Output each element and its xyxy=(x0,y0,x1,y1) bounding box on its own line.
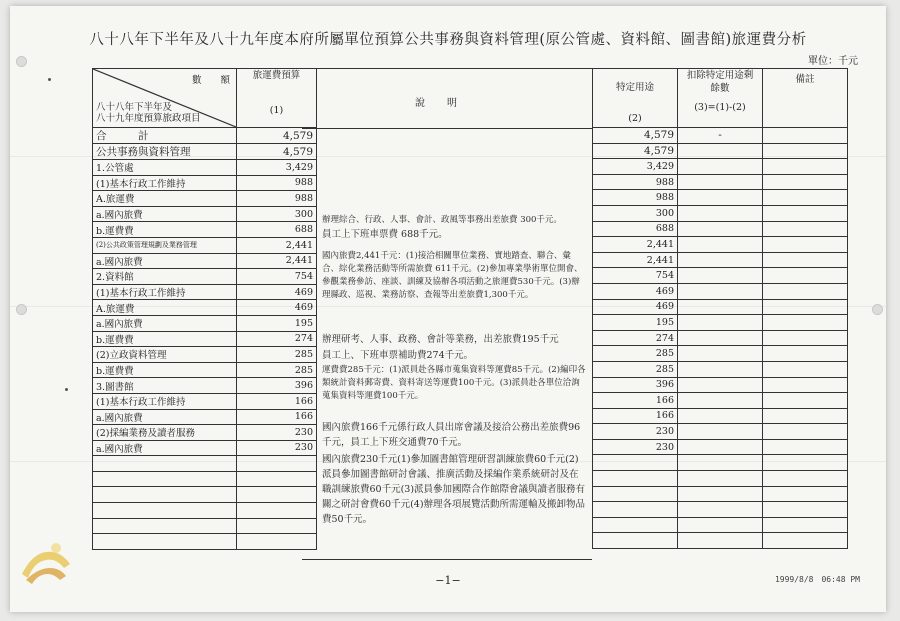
table-row xyxy=(593,190,848,206)
item-cell: b.運費費 xyxy=(93,362,237,378)
table-row xyxy=(93,378,317,394)
table-row xyxy=(93,300,317,316)
remain-cell xyxy=(678,439,763,455)
table-row xyxy=(593,346,848,362)
special-index: (2) xyxy=(628,113,642,124)
print-datetime: 1999/8/8 06:48 PM xyxy=(774,575,860,584)
remain-cell xyxy=(678,174,763,190)
special-cell: 4,579 xyxy=(593,143,678,159)
remark-cell xyxy=(763,471,848,487)
document-page xyxy=(10,6,886,612)
table-row xyxy=(93,222,317,238)
budget-cell: 300 xyxy=(237,206,317,222)
deduct-label-line-2: 餘數 xyxy=(710,83,730,94)
remark-cell xyxy=(763,455,848,471)
remark-cell xyxy=(763,315,848,331)
table-row xyxy=(93,409,317,425)
remark-label: 備註 xyxy=(795,74,815,85)
special-cell: 285 xyxy=(593,361,678,377)
item-cell: (1)基本行政工作維持 xyxy=(93,175,237,191)
special-cell: 754 xyxy=(593,268,678,284)
description-text-2: 員工上下班車票費 688千元。 xyxy=(322,229,448,240)
remain-cell xyxy=(678,268,763,284)
special-cell: 285 xyxy=(593,346,678,362)
remain-cell xyxy=(678,299,763,315)
remark-cell xyxy=(763,252,848,268)
table-row xyxy=(593,299,848,315)
item-cell: (2)採編業務及讀者服務 xyxy=(93,425,237,441)
special-cell: 688 xyxy=(593,221,678,237)
special-cell xyxy=(593,533,678,549)
remark-cell xyxy=(763,237,848,253)
special-cell: 2,441 xyxy=(593,237,678,253)
budget-cell: 3,429 xyxy=(237,160,317,176)
remark-cell xyxy=(763,346,848,362)
item-cell: a.國內旅費 xyxy=(93,409,237,425)
table-row xyxy=(93,534,317,550)
item-cell xyxy=(93,456,237,472)
table-row xyxy=(93,440,317,456)
remark-cell xyxy=(763,174,848,190)
item-cell xyxy=(93,503,237,519)
remark-cell xyxy=(763,408,848,424)
table-row xyxy=(593,268,848,284)
remain-cell xyxy=(678,283,763,299)
table-row xyxy=(593,159,848,175)
remark-cell xyxy=(763,330,848,346)
table-row xyxy=(93,191,317,207)
table-row xyxy=(593,330,848,346)
table-row xyxy=(593,315,848,331)
punch-hole xyxy=(16,304,27,315)
remain-cell xyxy=(678,517,763,533)
remain-cell xyxy=(678,533,763,549)
item-cell: (1)基本行政工作維持 xyxy=(93,284,237,300)
budget-cell: 988 xyxy=(237,191,317,207)
special-cell: 300 xyxy=(593,205,678,221)
special-cell: 396 xyxy=(593,377,678,393)
remark-cell xyxy=(763,283,848,299)
remain-cell xyxy=(678,330,763,346)
remark-header-cell xyxy=(763,69,848,128)
remark-cell xyxy=(763,393,848,409)
item-cell: a.國內旅費 xyxy=(93,315,237,331)
punch-hole xyxy=(872,304,883,315)
table-row xyxy=(93,160,317,176)
table-row xyxy=(593,128,848,144)
special-cell: 195 xyxy=(593,315,678,331)
item-cell: b.運費費 xyxy=(93,222,237,238)
item-cell: (1)基本行政工作維持 xyxy=(93,393,237,409)
table-row xyxy=(93,471,317,487)
table-row xyxy=(93,206,317,222)
table-row xyxy=(93,518,317,534)
table-row xyxy=(593,455,848,471)
remain-cell xyxy=(678,393,763,409)
item-budget-table xyxy=(92,68,317,550)
description-text-7: 國內旅費166千元係行政人員出席會議及接洽公務出差旅費96千元，員工上下班交通費70千元。 xyxy=(322,422,581,448)
remain-cell: - xyxy=(678,128,763,144)
table-row xyxy=(593,174,848,190)
special-cell xyxy=(593,517,678,533)
table-row xyxy=(93,393,317,409)
punch-hole xyxy=(16,56,27,67)
description-text-1: 辦理綜合、行政、人事、會計、政風等事務出差旅費 300千元。 xyxy=(322,215,562,225)
description-text-5: 員工上、下班車票補助費274千元。 xyxy=(322,350,474,361)
remark-cell xyxy=(763,517,848,533)
budget-cell: 274 xyxy=(237,331,317,347)
budget-cell: 230 xyxy=(237,440,317,456)
table-row xyxy=(593,361,848,377)
special-cell: 166 xyxy=(593,408,678,424)
remark-cell xyxy=(763,205,848,221)
table-row xyxy=(593,143,848,159)
item-cell: 公共事務與資料管理 xyxy=(93,144,237,160)
table-row xyxy=(93,284,317,300)
remain-cell xyxy=(678,377,763,393)
table-row xyxy=(593,486,848,502)
special-cell: 4,579 xyxy=(593,128,678,144)
remark-cell xyxy=(763,486,848,502)
table-row xyxy=(93,331,317,347)
page-number: −1− xyxy=(435,574,461,587)
budget-cell: 688 xyxy=(237,222,317,238)
remark-cell xyxy=(763,221,848,237)
budget-index: (1) xyxy=(269,105,284,116)
table-row xyxy=(593,252,848,268)
special-cell: 230 xyxy=(593,424,678,440)
table-row xyxy=(593,283,848,299)
item-cell: a.國內旅費 xyxy=(93,253,237,269)
table-row xyxy=(593,221,848,237)
special-cell: 469 xyxy=(593,299,678,315)
budget-cell: 4,579 xyxy=(237,144,317,160)
budget-cell: 166 xyxy=(237,393,317,409)
table-row xyxy=(93,362,317,378)
table-row xyxy=(93,503,317,519)
remark-cell xyxy=(763,533,848,549)
special-cell xyxy=(593,471,678,487)
special-cell xyxy=(593,486,678,502)
description-text-3: 國內旅費2,441千元：(1)接洽相關單位業務、實地踏查、聯合、彙合、綜化業務活動等所需旅費 611千元。(2)參加專業學術單位開會、參觀業務參訪、座談、訓練及協辦各項活動之旅運費530千元。(3)辦理縣政、巡視、業務訪察、查報等出差旅費1,300千元。 xyxy=(322,251,583,300)
item-cell xyxy=(93,487,237,503)
budget-cell: 285 xyxy=(237,347,317,363)
item-header-cell xyxy=(93,69,237,128)
table-row xyxy=(93,269,317,285)
item-cell: A.旅運費 xyxy=(93,300,237,316)
unit-label: 單位：千元 xyxy=(808,56,858,67)
table-row xyxy=(593,533,848,549)
item-cell: a.國內旅費 xyxy=(93,440,237,456)
item-cell xyxy=(93,518,237,534)
table-row xyxy=(593,408,848,424)
remark-cell xyxy=(763,143,848,159)
budget-cell: 2,441 xyxy=(237,253,317,269)
deduct-label-line-1: 扣除特定用途剩 xyxy=(686,70,754,81)
remark-cell xyxy=(763,439,848,455)
table-row xyxy=(93,425,317,441)
special-cell xyxy=(593,455,678,471)
table-row xyxy=(593,502,848,518)
item-label xyxy=(96,102,201,124)
budget-cell: 285 xyxy=(237,362,317,378)
remain-cell xyxy=(678,502,763,518)
budget-cell: 166 xyxy=(237,409,317,425)
remark-cell xyxy=(763,190,848,206)
document-title: 八十八年下半年及八十九年度本府所屬單位預算公共事務與資料管理(原公管處、資料館、圖書館)旅運費分析 xyxy=(89,32,807,48)
special-label: 特定用途 xyxy=(615,82,654,93)
remain-cell xyxy=(678,143,763,159)
deduct-formula: (3)=(1)-(2) xyxy=(694,102,746,113)
special-use-table xyxy=(592,68,848,549)
description-header-label: 說明 xyxy=(415,98,479,109)
remark-cell xyxy=(763,159,848,175)
budget-label: 旅運費預算 xyxy=(252,70,301,81)
item-cell: A.旅運費 xyxy=(93,191,237,207)
special-header-cell xyxy=(593,69,678,128)
remain-cell xyxy=(678,221,763,237)
budget-cell: 754 xyxy=(237,269,317,285)
table-row xyxy=(593,517,848,533)
budget-cell: 396 xyxy=(237,378,317,394)
remain-cell xyxy=(678,237,763,253)
table-row xyxy=(93,347,317,363)
special-cell: 2,441 xyxy=(593,252,678,268)
remark-cell xyxy=(763,361,848,377)
remain-cell xyxy=(678,486,763,502)
amount-label: 數 額 xyxy=(191,75,230,86)
remain-cell xyxy=(678,346,763,362)
remark-cell xyxy=(763,299,848,315)
item-label-line-1: 八十八年下半年及 xyxy=(96,102,173,113)
description-text-8: 國內旅費230千元(1)參加圖書館管理研習訓練旅費60千元(2)派員參加圖書館研討會議、推廣活動及採編作業系統研討及在職訓練旅費60千元(3)派員參加國際合作館際會議與讀者服務有關之研討會費60千元(4)辦理各項展覽活動所需運輸及搬卸物品費50千元。 xyxy=(322,454,586,525)
budget-cell: 230 xyxy=(237,425,317,441)
remark-cell xyxy=(763,377,848,393)
table-row xyxy=(593,424,848,440)
special-cell: 3,429 xyxy=(593,159,678,175)
remark-cell xyxy=(763,128,848,144)
special-cell: 274 xyxy=(593,330,678,346)
description-text-6: 運費費285千元：(1)派員赴各縣市蒐集資料等運費85千元。(2)編印各類統計資料郵寄費、資料寄送等運費100千元。(3)派員赴各單位洽詢蒐集資料等運費100千元。 xyxy=(322,365,586,401)
table-row xyxy=(93,175,317,191)
item-cell xyxy=(93,534,237,550)
special-cell: 988 xyxy=(593,174,678,190)
remain-cell xyxy=(678,424,763,440)
table-row xyxy=(93,253,317,269)
remain-cell xyxy=(678,159,763,175)
table-row xyxy=(93,128,317,144)
special-cell xyxy=(593,502,678,518)
table-row xyxy=(593,377,848,393)
remain-cell xyxy=(678,408,763,424)
remain-cell xyxy=(678,455,763,471)
item-cell: (2)公共政策管理規劃及業務管理 xyxy=(93,237,237,253)
remain-cell xyxy=(678,315,763,331)
table-row xyxy=(93,315,317,331)
budget-cell: 195 xyxy=(237,315,317,331)
special-cell: 988 xyxy=(593,190,678,206)
item-cell: (2)立政資料管理 xyxy=(93,347,237,363)
remain-cell xyxy=(678,205,763,221)
item-label-line-2: 八十九年度預算旅政項目 xyxy=(96,113,201,124)
special-cell: 166 xyxy=(593,393,678,409)
remain-cell xyxy=(678,252,763,268)
item-cell xyxy=(93,471,237,487)
item-cell: 2.資料館 xyxy=(93,269,237,285)
remark-cell xyxy=(763,424,848,440)
deduct-header-cell xyxy=(678,69,763,128)
item-cell: b.運費費 xyxy=(93,331,237,347)
table-row xyxy=(93,144,317,160)
table-row xyxy=(593,471,848,487)
remark-cell xyxy=(763,502,848,518)
table-row xyxy=(93,487,317,503)
table-row xyxy=(93,237,317,253)
budget-cell: 988 xyxy=(237,175,317,191)
budget-cell: 469 xyxy=(237,300,317,316)
item-cell: 3.圖書館 xyxy=(93,378,237,394)
table-row xyxy=(93,456,317,472)
remark-cell xyxy=(763,268,848,284)
special-cell: 230 xyxy=(593,439,678,455)
description-header xyxy=(302,68,592,129)
special-cell: 469 xyxy=(593,283,678,299)
table-row xyxy=(593,393,848,409)
item-cell: 合 計 xyxy=(93,128,237,144)
item-cell: a.國內旅費 xyxy=(93,206,237,222)
remain-cell xyxy=(678,190,763,206)
table-row xyxy=(593,205,848,221)
budget-cell: 2,441 xyxy=(237,237,317,253)
table-row xyxy=(593,237,848,253)
remain-cell xyxy=(678,471,763,487)
description-text-4: 辦理研考、人事、政務、會計等業務，出差旅費195千元 xyxy=(322,334,559,345)
budget-cell: 4,579 xyxy=(237,128,317,144)
table-row xyxy=(593,439,848,455)
item-cell: 1.公管處 xyxy=(93,160,237,176)
budget-cell: 469 xyxy=(237,284,317,300)
remain-cell xyxy=(678,361,763,377)
